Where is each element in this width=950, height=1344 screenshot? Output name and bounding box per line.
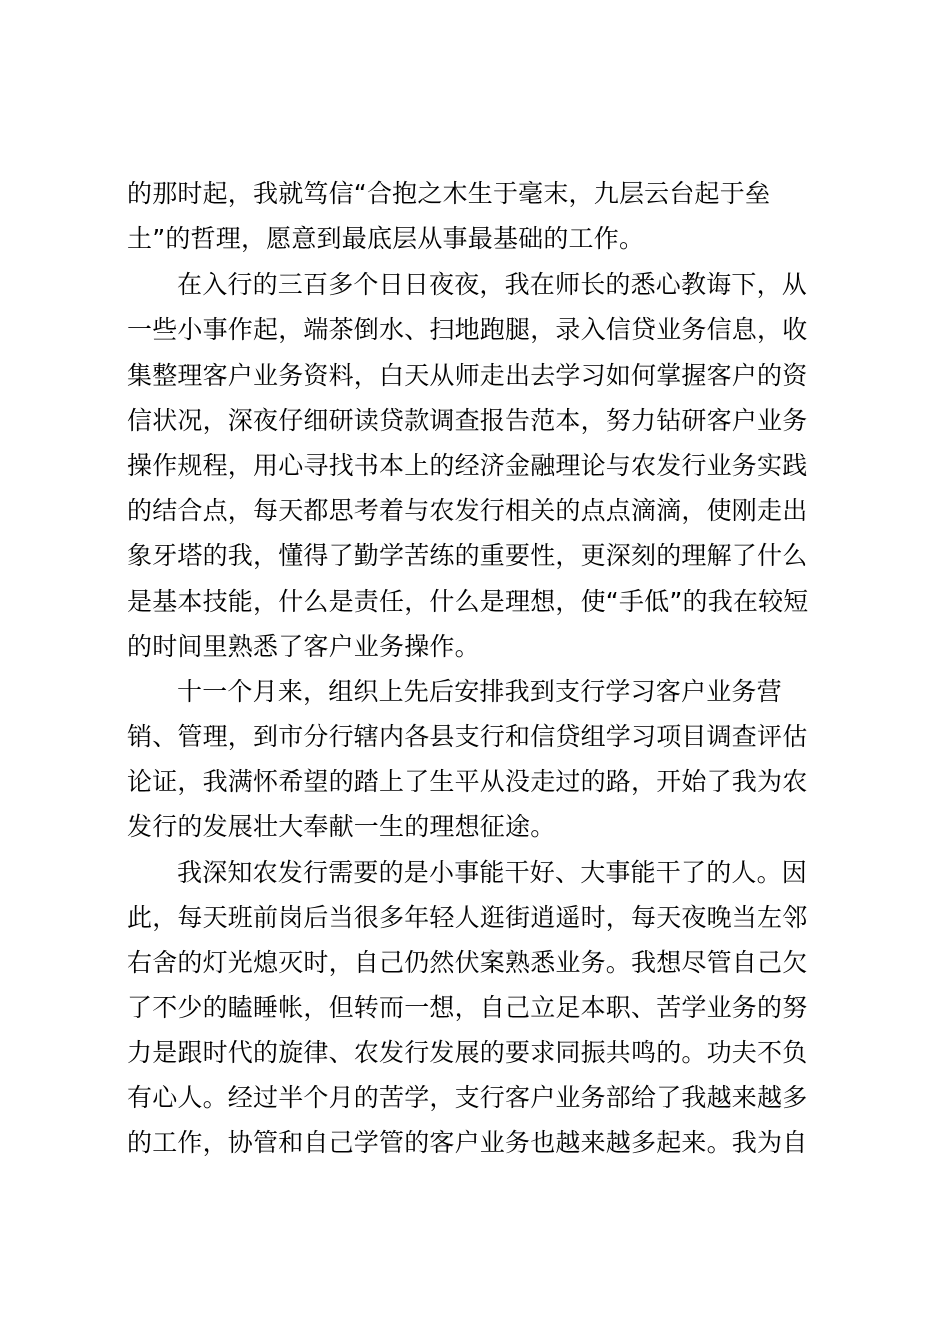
text-line: 的工作，协管和自己学管的客户业务也越来越多起来。我为自 — [127, 1128, 808, 1157]
text-line: 集整理客户业务资料，白天从师走出去学习如何掌握客户的资 — [127, 361, 808, 390]
paragraph-first-line: 在入行的三百多个日日夜夜，我在师长的悉心教诲下，从 — [177, 270, 808, 299]
text-line: 信状况，深夜仔细研读贷款调查报告范本，努力钻研客户业务 — [127, 406, 808, 435]
text-line: 的那时起，我就笃信“合抱之木生于毫末，九层云台起于垒 — [127, 179, 771, 208]
text-line: 土”的哲理，愿意到最底层从事最基础的工作。 — [127, 224, 645, 253]
text-line: 一些小事作起，端茶倒水、扫地跑腿，录入信贷业务信息，收 — [127, 315, 808, 344]
text-line: 发行的发展壮大奉献一生的理想征途。 — [127, 812, 556, 841]
text-line: 右舍的灯光熄灭时，自己仍然伏案熟悉业务。我想尽管自己欠 — [127, 948, 808, 977]
paragraph-first-line: 我深知农发行需要的是小事能干好、大事能干了的人。因 — [177, 858, 808, 887]
text-line: 销、管理，到市分行辖内各县支行和信贷组学习项目调查评估 — [127, 722, 808, 751]
text-line: 力是跟时代的旋律、农发行发展的要求同振共鸣的。功夫不负 — [127, 1038, 808, 1067]
text-line: 操作规程，用心寻找书本上的经济金融理论与农发行业务实践 — [127, 451, 808, 480]
text-line: 是基本技能，什么是责任，什么是理想，使“手低”的我在较短 — [127, 587, 809, 616]
text-line: 的时间里熟悉了客户业务操作。 — [127, 632, 480, 661]
paragraph-first-line: 十一个月来，组织上先后安排我到支行学习客户业务营 — [177, 677, 782, 706]
text-line: 论证，我满怀希望的踏上了生平从没走过的路，开始了我为农 — [127, 767, 808, 796]
text-line: 此，每天班前岗后当很多年轻人逛街逍遥时，每天夜晚当左邻 — [127, 903, 808, 932]
text-line: 有心人。经过半个月的苦学，支行客户业务部给了我越来越多 — [127, 1083, 808, 1112]
text-line: 的结合点，每天都思考着与农发行相关的点点滴滴，使刚走出 — [127, 496, 808, 525]
text-line: 了不少的瞌睡帐，但转而一想，自己立足本职、苦学业务的努 — [127, 993, 808, 1022]
text-line: 象牙塔的我，懂得了勤学苦练的重要性，更深刻的理解了什么 — [127, 541, 808, 570]
